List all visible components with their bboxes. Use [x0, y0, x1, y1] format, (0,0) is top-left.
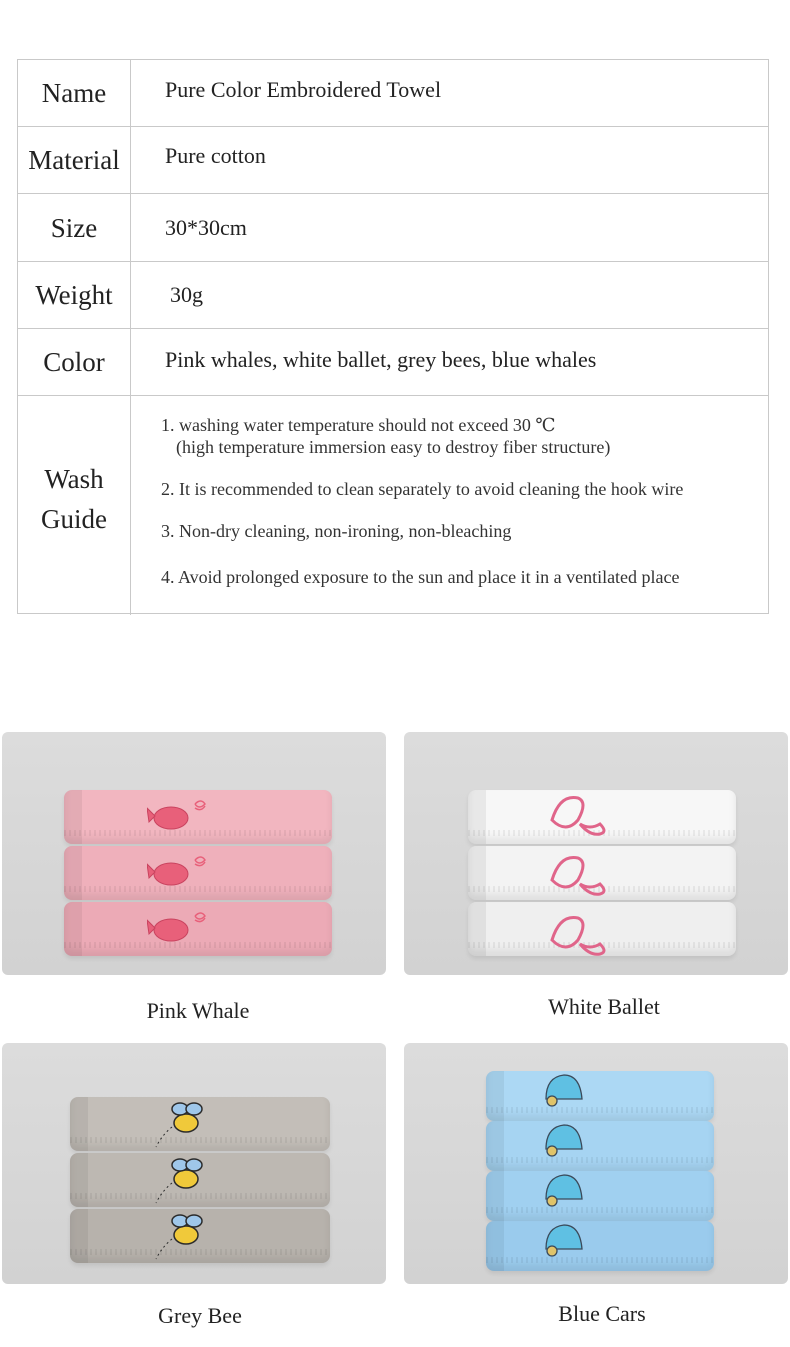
towel-fold: [486, 1221, 714, 1271]
spec-row-size: [18, 194, 768, 262]
bee-icon: [152, 1097, 222, 1265]
spec-row-name: [18, 60, 768, 127]
spec-table: [17, 59, 769, 614]
spec-value: 30*30cm: [165, 214, 247, 240]
spec-value: Pink whales, white ballet, grey bees, blue whales: [165, 347, 597, 372]
product-caption: Grey Bee: [158, 1303, 242, 1328]
spec-row-color: [18, 329, 768, 396]
spec-value: Pure cotton: [165, 143, 266, 168]
spec-label: Material: [18, 127, 131, 193]
spec-row-material: [18, 127, 768, 194]
towel-fold: [486, 1071, 714, 1121]
product-caption: Pink Whale: [146, 998, 250, 1023]
product-photo-pink-whale: [2, 732, 386, 975]
ballet-shoes-icon: [544, 790, 616, 966]
spec-label: Name: [18, 60, 131, 126]
wash-label-line: Wash: [44, 463, 104, 494]
product-photo-white-ballet: [404, 732, 788, 975]
wash-guide-item: 1. washing water temperature should not exceed 30 ℃: [161, 415, 556, 435]
product-photo-grey-bee: [2, 1043, 386, 1284]
wash-label-line: Guide: [41, 503, 107, 534]
spec-row-weight: [18, 262, 768, 329]
wash-guide-item: 2. It is recommended to clean separately to avoid cleaning the hook wire: [161, 479, 684, 499]
spec-label: Color: [18, 329, 131, 395]
spec-row-wash-guide: [18, 396, 768, 615]
wash-guide-item: 3. Non-dry cleaning, non-ironing, non-bleaching: [161, 521, 512, 541]
car-icon: [542, 1069, 586, 1269]
spec-value: Pure Color Embroidered Towel: [165, 77, 442, 102]
spec-label: Weight: [18, 262, 131, 328]
product-caption: White Ballet: [548, 994, 660, 1019]
wash-guide-list: [161, 414, 764, 588]
whale-icon: [147, 794, 217, 964]
spec-label: [18, 396, 131, 615]
wash-guide-note: (high temperature immersion easy to destroy fiber structure): [176, 437, 611, 457]
spec-label: Size: [18, 194, 131, 261]
wash-guide-item: 4. Avoid prolonged exposure to the sun and place it in a ventilated place: [161, 567, 680, 587]
towel-fold: [486, 1121, 714, 1171]
towel-fold: [486, 1171, 714, 1221]
product-caption: Blue Cars: [558, 1301, 646, 1326]
spec-value: 30g: [170, 282, 203, 307]
product-photo-blue-cars: [404, 1043, 788, 1284]
